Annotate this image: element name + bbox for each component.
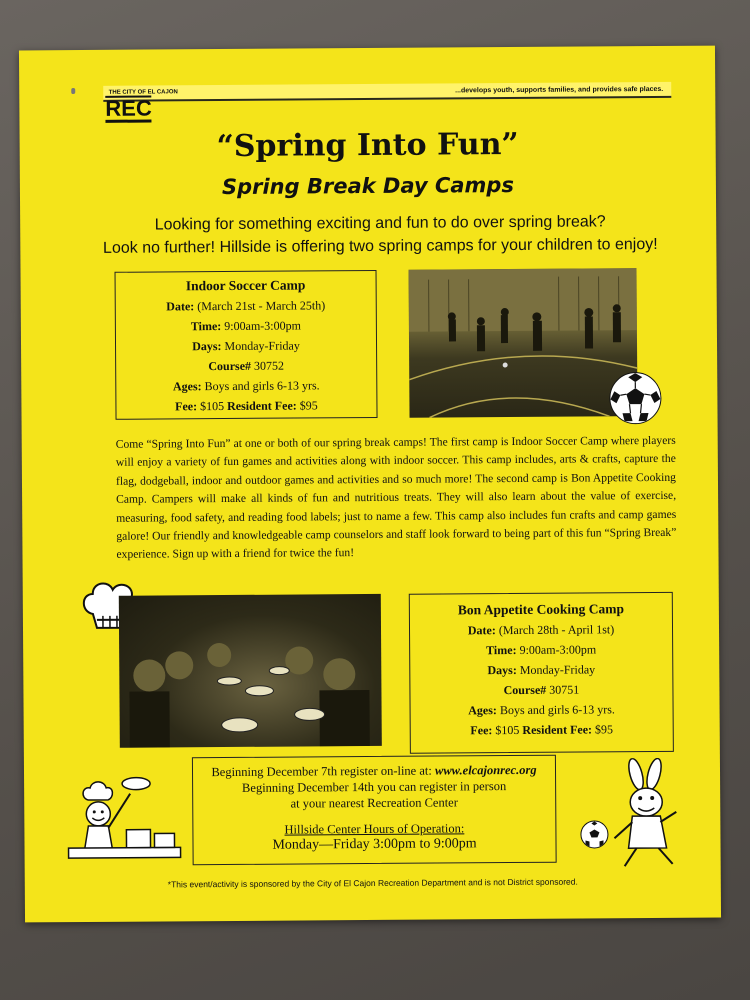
- register-in-person-line-1: Beginning December 14th you can register in person: [241, 779, 507, 795]
- small-soccer-ball-icon: [580, 820, 608, 848]
- flyer-page: [19, 46, 721, 923]
- cooking-camp-ages: Ages: Boys and girls 6-13 yrs.: [468, 702, 615, 718]
- bunny-cartoon-icon: [580, 758, 691, 876]
- register-in-person-line-2: at your nearest Recreation Center: [290, 795, 458, 811]
- hours-value: Monday—Friday 3:00pm to 9:00pm: [272, 836, 477, 853]
- intro-line-1: Looking for something exciting and fun to do over spring break?: [154, 213, 606, 234]
- rec-logo: [103, 89, 183, 123]
- soccer-camp-course: Course# 30752: [208, 358, 285, 374]
- logo-text: REC: [105, 95, 152, 121]
- soccer-camp-fee: Fee: $105 Resident Fee: $95: [175, 398, 318, 414]
- cooking-photo-art: [119, 594, 382, 748]
- soccer-ball-icon: [609, 372, 661, 424]
- website-link[interactable]: www.elcajonrec.org: [434, 762, 537, 778]
- registration-box: [192, 755, 557, 866]
- cooking-camp-fee: Fee: $105 Resident Fee: $95: [470, 722, 614, 738]
- register-online-line: Beginning December 7th register on-line at: www.elcajonrec.org: [211, 762, 537, 780]
- soccer-camp-box: [115, 270, 378, 420]
- intro-text: [60, 210, 700, 260]
- hours-title: Hillside Center Hours of Operation:: [284, 821, 465, 837]
- camp-description: Come “Spring Into Fun” at one or both of our spring break camps! The first camp is Indoor Soccer Camp where players will enjoy a variety of fun games and activities along with indoor soccer. This camp includes, arts & crafts, capture the flag, dodgeball, indoor and outdoor games and activities and so much more! The second camp is Bon Appetite Cooking Camp. Campers will make all kinds of fun and nutritious treats. They will also learn about the value of exercise, measuring, food safety, and reading food labels; just to name a few. This camp also includes fun crafts and camp games galore! Our friendly and knowledgeable camp counselors and staff look forward to being part of this fun “Spring Break” experience. Sign up with a friend for twice the fun!: [115, 433, 677, 562]
- page-title: “Spring Into Fun”: [216, 126, 519, 165]
- cooking-camp-course: Course# 30751: [503, 682, 580, 698]
- staple-mark: [71, 88, 75, 94]
- cooking-camp-days: Days: Monday-Friday: [487, 662, 596, 678]
- soccer-camp-time: Time: 9:00am-3:00pm: [190, 318, 302, 334]
- soccer-camp-ages: Ages: Boys and girls 6-13 yrs.: [172, 378, 320, 394]
- soccer-camp-date: Date: (March 21st - March 25th): [166, 298, 326, 314]
- intro-line-2: Look no further! Hillside is offering two spring camps for your children to enjoy!: [102, 235, 658, 257]
- cooking-camp-time: Time: 9:00am-3:00pm: [486, 642, 597, 658]
- page-subtitle: Spring Break Day Camps: [221, 172, 514, 200]
- cooking-camp-title: Bon Appetite Cooking Camp: [457, 601, 625, 618]
- soccer-photo: [409, 268, 638, 418]
- logo-city-label: THE CITY OF EL CAJON: [108, 89, 178, 96]
- header-tagline: ...develops youth, supports families, and provides safe places.: [103, 82, 671, 102]
- soccer-camp-title: Indoor Soccer Camp: [185, 277, 306, 294]
- cooking-camp-date: Date: (March 28th - April 1st): [467, 622, 615, 638]
- cooking-photo: [119, 594, 382, 748]
- soccer-camp-days: Days: Monday-Friday: [192, 338, 300, 354]
- sponsor-footer: *This event/activity is sponsored by the City of El Cajon Recreation Department and is not District sponsored.: [167, 876, 578, 890]
- chef-cartoon-icon: [64, 769, 185, 867]
- cooking-camp-box: [409, 592, 674, 754]
- soccer-photo-art: [409, 268, 638, 418]
